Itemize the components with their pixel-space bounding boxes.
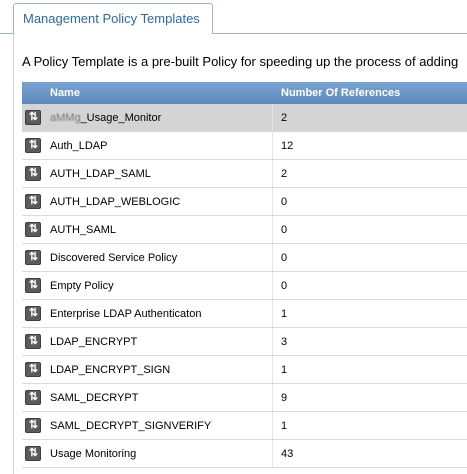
table-row[interactable] xyxy=(22,104,467,132)
sort-arrows-icon: ⇅ xyxy=(25,418,41,433)
template-name[interactable] xyxy=(50,252,177,264)
template-name-text: Discovered Service Policy xyxy=(50,252,178,264)
sort-arrows-icon: ⇅ xyxy=(25,278,41,293)
table-row[interactable] xyxy=(22,244,467,272)
column-divider xyxy=(272,216,273,243)
reference-count: 2 xyxy=(281,168,288,180)
table-row[interactable] xyxy=(22,188,467,216)
reference-count: 3 xyxy=(281,336,288,348)
column-header-name[interactable]: Name xyxy=(50,87,80,99)
reference-count: 1 xyxy=(281,364,288,376)
column-divider xyxy=(272,356,273,383)
table-row[interactable] xyxy=(22,272,467,300)
column-divider xyxy=(272,132,273,159)
reference-count: 0 xyxy=(281,196,288,208)
column-divider xyxy=(272,272,273,299)
page-description: A Policy Template is a pre-built Policy for speeding up the process of adding xyxy=(22,54,459,69)
reference-count: 0 xyxy=(281,280,288,292)
sort-arrows-icon: ⇅ xyxy=(25,138,41,153)
sort-arrows-icon: ⇅ xyxy=(25,222,41,237)
template-name[interactable] xyxy=(50,364,170,376)
template-name[interactable] xyxy=(50,112,161,124)
reference-count: 12 xyxy=(281,140,294,152)
sort-arrows-icon: ⇅ xyxy=(25,362,41,377)
template-name[interactable] xyxy=(50,280,114,292)
column-divider xyxy=(272,104,273,131)
template-name-text: LDAP_ENCRYPT xyxy=(50,336,138,348)
template-name-text: AUTH_SAML xyxy=(50,224,117,236)
reference-count: 0 xyxy=(281,252,288,264)
template-name[interactable] xyxy=(50,336,137,348)
column-divider xyxy=(272,300,273,327)
template-name[interactable] xyxy=(50,168,151,180)
reference-count: 2 xyxy=(281,112,288,124)
sort-arrows-icon: ⇅ xyxy=(25,446,41,461)
template-name-text: LDAP_ENCRYPT_SIGN xyxy=(50,364,171,376)
template-name-text: SAML_DECRYPT xyxy=(50,392,139,404)
column-divider xyxy=(272,412,273,439)
template-name[interactable] xyxy=(50,420,211,432)
template-name-text: Auth_LDAP xyxy=(50,140,108,152)
table-row[interactable] xyxy=(22,384,467,412)
template-name-text: Empty Policy xyxy=(50,280,114,292)
reference-count: 1 xyxy=(281,308,288,320)
reference-count: 43 xyxy=(281,448,294,460)
template-name[interactable] xyxy=(50,448,136,460)
template-name[interactable] xyxy=(50,392,138,404)
reference-count: 0 xyxy=(281,224,288,236)
template-name-text: Usage Monitoring xyxy=(50,448,137,460)
template-name-text: AUTH_LDAP_WEBLOGIC xyxy=(50,196,181,208)
column-divider xyxy=(272,440,273,467)
column-divider xyxy=(272,160,273,187)
tab-bar xyxy=(0,0,467,34)
table-row[interactable] xyxy=(22,132,467,160)
template-name[interactable] xyxy=(50,140,107,152)
table-row[interactable] xyxy=(22,300,467,328)
template-name-text: AUTH_LDAP_SAML xyxy=(50,168,151,180)
column-divider xyxy=(272,328,273,355)
sort-arrows-icon: ⇅ xyxy=(25,334,41,349)
reference-count: 1 xyxy=(281,420,288,432)
template-name-text: Enterprise LDAP Authenticaton xyxy=(50,308,202,320)
column-divider xyxy=(272,384,273,411)
template-name[interactable] xyxy=(50,196,180,208)
sort-arrows-icon: ⇅ xyxy=(25,194,41,209)
template-name[interactable] xyxy=(50,308,201,320)
template-name-text: _Usage_Monitor xyxy=(80,112,162,124)
table-row[interactable] xyxy=(22,412,467,440)
sort-arrows-icon: ⇅ xyxy=(25,110,41,125)
table-header xyxy=(22,82,467,104)
redacted-text: aMMg xyxy=(50,112,81,124)
sort-arrows-icon: ⇅ xyxy=(25,166,41,181)
template-name[interactable] xyxy=(50,224,116,236)
sort-arrows-icon: ⇅ xyxy=(25,306,41,321)
column-divider xyxy=(272,244,273,271)
template-name-text: SAML_DECRYPT_SIGNVERIFY xyxy=(50,420,212,432)
tab-management-policy-templates[interactable]: Management Policy Templates xyxy=(13,3,213,33)
sort-arrows-icon: ⇅ xyxy=(25,250,41,265)
column-header-references[interactable]: Number Of References xyxy=(281,87,401,99)
table-row[interactable] xyxy=(22,160,467,188)
table-row[interactable] xyxy=(22,328,467,356)
table-row[interactable] xyxy=(22,216,467,244)
column-divider xyxy=(272,188,273,215)
sort-arrows-icon: ⇅ xyxy=(25,390,41,405)
templates-table xyxy=(22,82,467,468)
reference-count: 9 xyxy=(281,392,288,404)
table-row[interactable] xyxy=(22,356,467,384)
table-row[interactable] xyxy=(22,440,467,468)
